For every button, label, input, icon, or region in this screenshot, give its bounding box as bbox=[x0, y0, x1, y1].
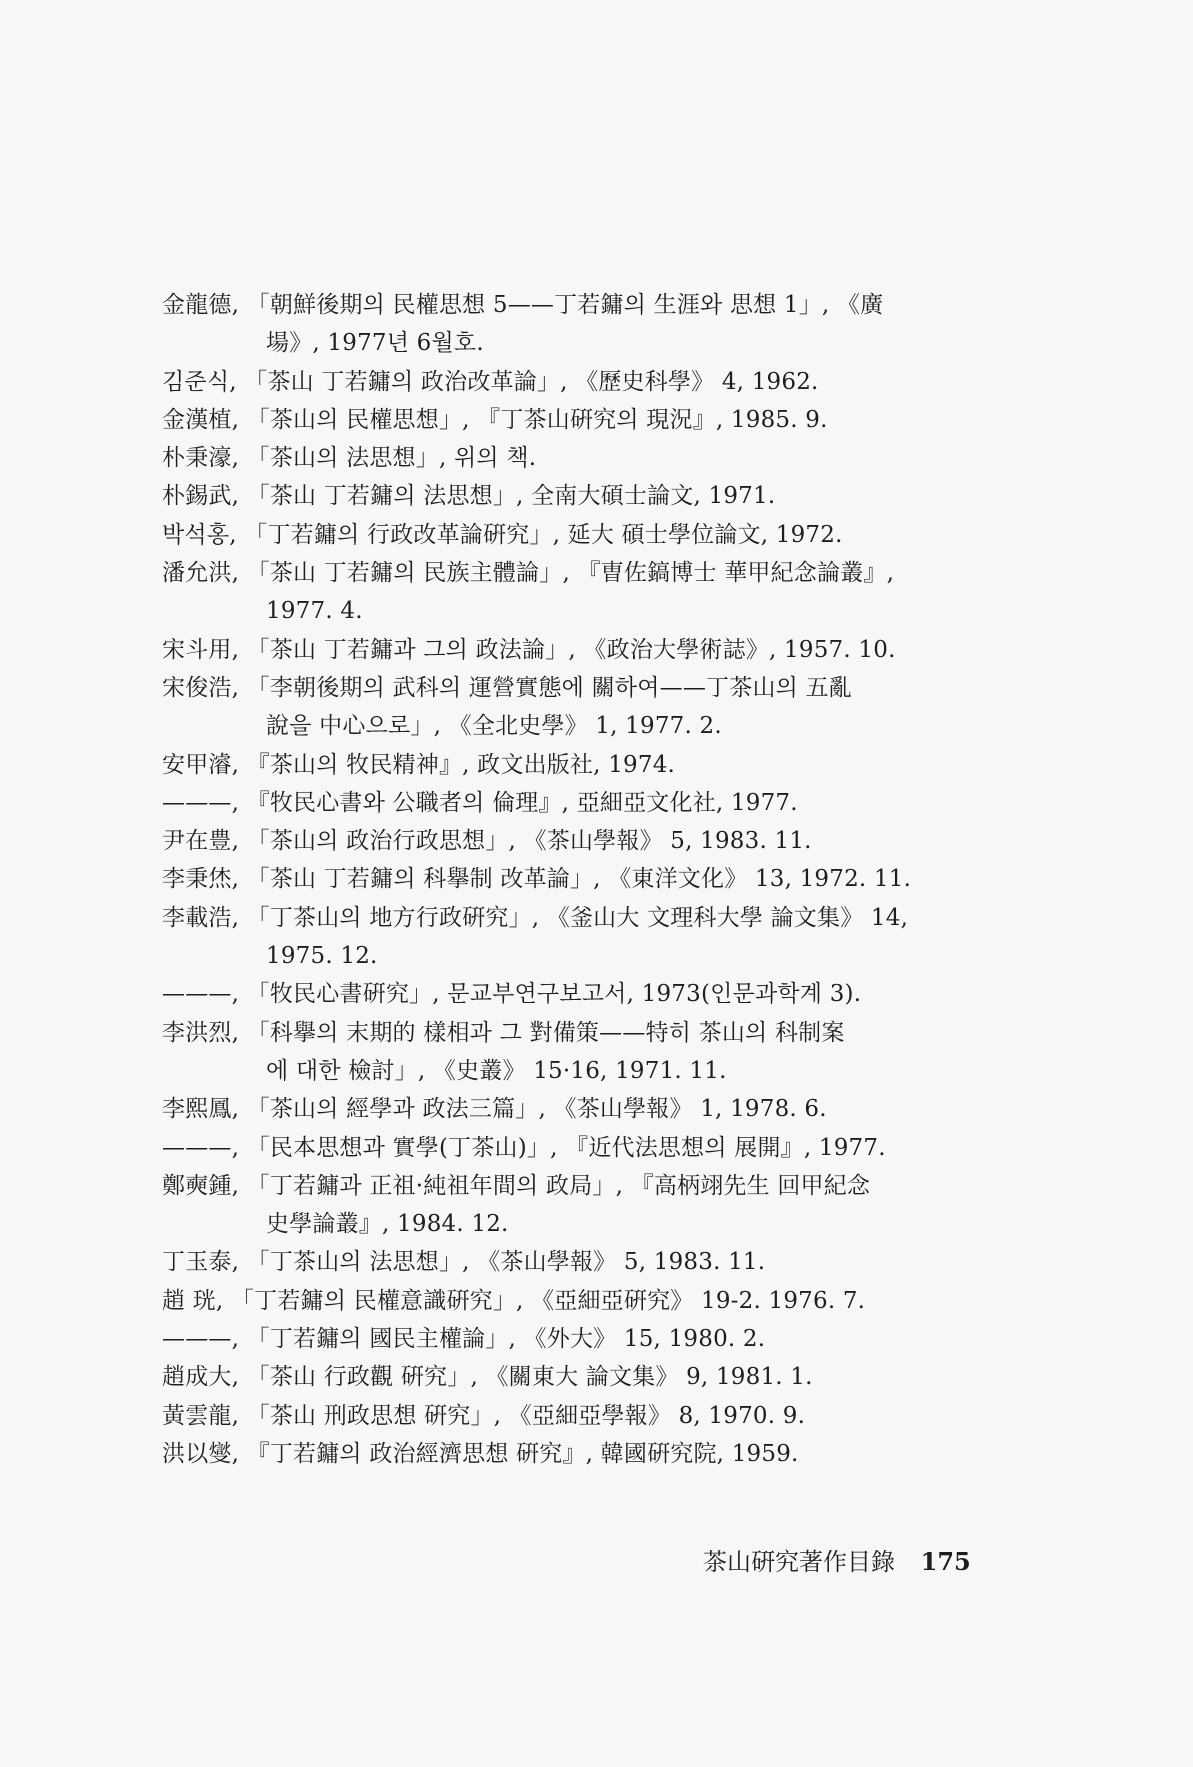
entry-line: 李秉烋, 「茶山 丁若鏞의 科擧制 改革論」, 《東洋文化》 13, 1972. 11. bbox=[162, 866, 912, 893]
entry-line: 黃雲龍, 「茶山 刑政思想 硏究」, 《亞細亞學報》 8, 1970. 9. bbox=[162, 1402, 806, 1429]
entry-line: 安甲濬, 『茶山의 牧民精神』, 政文出版社, 1974. bbox=[162, 751, 676, 778]
entry-line: 李洪烈, 「科擧의 末期的 樣相과 그 對備策——特히 茶山의 科制案 bbox=[162, 1019, 845, 1046]
bibliography-list bbox=[162, 286, 962, 1473]
bibliography-entry bbox=[162, 860, 962, 898]
bibliography-entry bbox=[162, 1243, 962, 1281]
entry-line: 김준식, 「茶山 丁若鏞의 政治改革論」, 《歷史科學》 4, 1962. bbox=[162, 368, 819, 395]
bibliography-entry bbox=[162, 784, 962, 822]
bibliography-entry bbox=[162, 1014, 962, 1091]
entry-line: 潘允洪, 「茶山 丁若鏞의 民族主體論」, 『曺佐鎬博士 華甲紀念論叢』, bbox=[162, 560, 895, 587]
bibliography-entry bbox=[162, 1129, 962, 1167]
bibliography-entry bbox=[162, 669, 962, 746]
entry-line: ———, 「民本思想과 實學(丁茶山)」, 『近代法思想의 展開』, 1977. bbox=[162, 1134, 886, 1161]
entry-line: 趙成大, 「茶山 行政觀 硏究」, 《關東大 論文集》 9, 1981. 1. bbox=[162, 1364, 813, 1391]
bibliography-entry bbox=[162, 746, 962, 784]
bibliography-entry bbox=[162, 286, 962, 363]
bibliography-entry bbox=[162, 1167, 962, 1244]
entry-line: 李熙鳳, 「茶山의 經學과 政法三篇」, 《茶山學報》 1, 1978. 6. bbox=[162, 1096, 827, 1123]
entry-continuation-line: 1975. 12. bbox=[266, 943, 378, 970]
entry-line: 宋俊浩, 「李朝後期의 武科의 運營實態에 關하여——丁茶山의 五亂 bbox=[162, 674, 852, 701]
bibliography-entry bbox=[162, 975, 962, 1013]
entry-continuation-line: 史學論叢』, 1984. 12. bbox=[266, 1211, 509, 1238]
entry-line: 宋斗用, 「茶山 丁若鏞과 그의 政法論」, 《政治大學術誌》, 1957. 10. bbox=[162, 636, 896, 663]
bibliography-entry bbox=[162, 401, 962, 439]
entry-continuation-line: 에 대한 檢討」, 《史叢》 15·16, 1971. 11. bbox=[266, 1057, 727, 1084]
entry-line: 丁玉泰, 「丁茶山의 法思想」, 《茶山學報》 5, 1983. 11. bbox=[162, 1249, 766, 1276]
entry-line: 李載浩, 「丁茶山의 地方行政硏究」, 《釜山大 文理科大學 論文集》 14, bbox=[162, 904, 909, 931]
entry-line: ———, 『牧民心書와 公職者의 倫理』, 亞細亞文化社, 1977. bbox=[162, 789, 798, 816]
bibliography-entry bbox=[162, 1320, 962, 1358]
bibliography-entry bbox=[162, 439, 962, 477]
bibliography-entry bbox=[162, 899, 962, 976]
bibliography-entry bbox=[162, 1090, 962, 1128]
page-number: 175 bbox=[920, 1547, 971, 1576]
entry-line: 朴錫武, 「茶山 丁若鏞의 法思想」, 全南大碩士論文, 1971. bbox=[162, 483, 776, 510]
entry-line: 金龍德, 「朝鮮後期의 民權思想 5——丁若鏞의 生涯와 思想 1」, 《廣 bbox=[162, 292, 884, 318]
entry-line: 洪以燮, 『丁若鏞의 政治經濟思想 硏究』, 韓國硏究院, 1959. bbox=[162, 1440, 799, 1467]
bibliography-entry bbox=[162, 1282, 962, 1320]
entry-continuation-line: 場》, 1977년 6월호. bbox=[266, 330, 484, 357]
entry-line: 박석홍, 「丁若鏞의 行政改革論硏究」, 延大 碩士學位論文, 1972. bbox=[162, 521, 843, 548]
entry-line: 金漢植, 「茶山의 民權思想」, 『丁茶山硏究의 現況』, 1985. 9. bbox=[162, 406, 828, 433]
running-title: 茶山硏究著作目錄 bbox=[703, 1548, 895, 1576]
bibliography-entry bbox=[162, 1358, 962, 1396]
bibliography-entry bbox=[162, 1397, 962, 1435]
bibliography-entry bbox=[162, 822, 962, 860]
entry-continuation-line: 說을 中心으로」, 《全北史學》 1, 1977. 2. bbox=[266, 713, 722, 740]
bibliography-entry bbox=[162, 1435, 962, 1473]
bibliography-entry bbox=[162, 477, 962, 515]
bibliography-entry bbox=[162, 631, 962, 669]
entry-line: 趙 珖, 「丁若鏞의 民權意識硏究」, 《亞細亞硏究》 19-2. 1976. 7. bbox=[162, 1287, 866, 1314]
bibliography-entry bbox=[162, 554, 962, 631]
entry-continuation-line: 1977. 4. bbox=[266, 598, 363, 625]
entry-line: 鄭奭鍾, 「丁若鏞과 正祖·純祖年間의 政局」, 『高柄翊先生 回甲紀念 bbox=[162, 1172, 871, 1199]
entry-line: ———, 「牧民心書硏究」, 문교부연구보고서, 1973(인문과학계 3). bbox=[162, 981, 862, 1008]
page-footer bbox=[703, 1547, 971, 1577]
bibliography-entry bbox=[162, 363, 962, 401]
entry-line: ———, 「丁若鏞의 國民主權論」, 《外大》 15, 1980. 2. bbox=[162, 1326, 766, 1353]
entry-line: 朴秉濠, 「茶山의 法思想」, 위의 책. bbox=[162, 445, 537, 472]
bibliography-entry bbox=[162, 516, 962, 554]
entry-line: 尹在豊, 「茶山의 政治行政思想」, 《茶山學報》 5, 1983. 11. bbox=[162, 828, 812, 855]
